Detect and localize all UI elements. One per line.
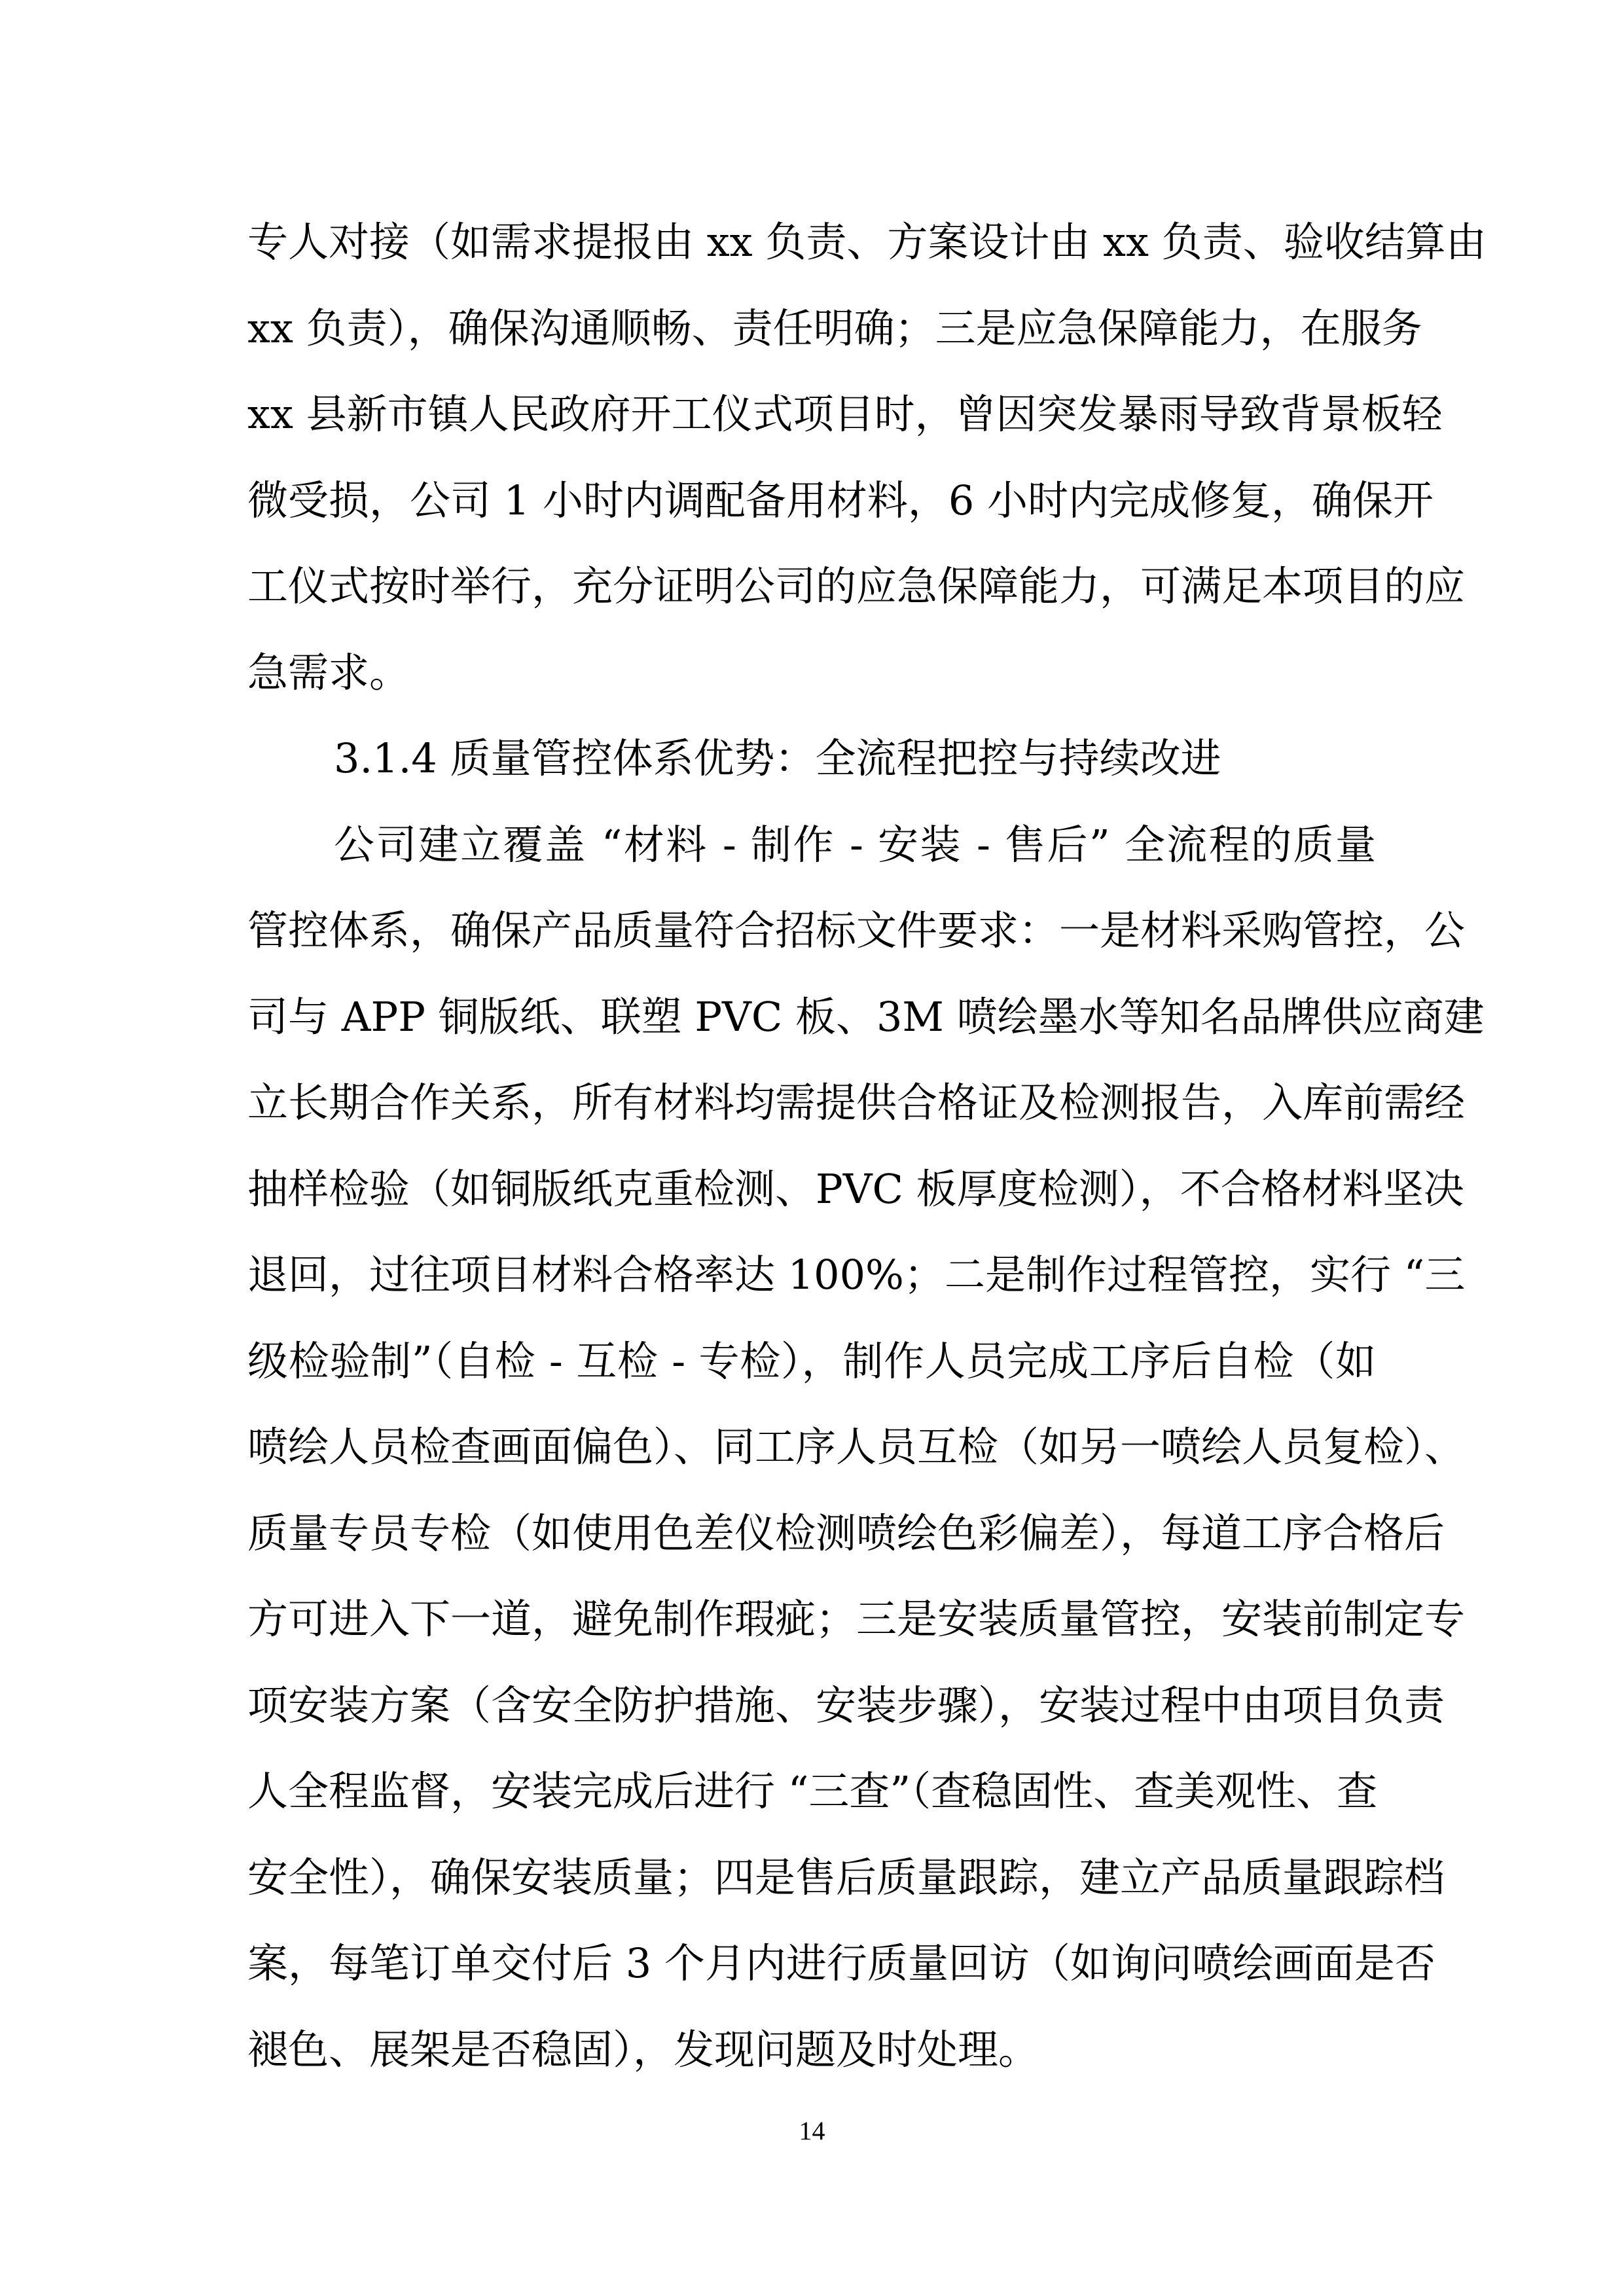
text-line: 工仪式按时举行，充分证明公司的应急保障能力，可满足本项目的应	[247, 562, 1466, 610]
text-line: 项安装方案（含安全防护措施、安装步骤），安装过程中由项目负责	[247, 1681, 1445, 1729]
text-line: 管控体系，确保产品质量符合招标文件要求：一是材料采购管控，公	[247, 906, 1466, 954]
text-line: 公司建立覆盖 “材料 - 制作 - 安装 - 售后” 全流程的质量	[334, 820, 1376, 869]
text-line: 质量专员专检（如使用色差仪检测喷绘色彩偏差），每道工序合格后	[247, 1509, 1445, 1557]
text-line: 喷绘人员检查画面偏色）、同工序人员互检（如另一喷绘人员复检）、	[247, 1423, 1466, 1471]
paragraph-quality-control	[247, 811, 1485, 2102]
text-line: xx 县新市镇人民政府开工仪式项目时，曾因突发暴雨导致背景板轻	[247, 390, 1443, 438]
text-line: 微受损，公司 1 小时内调配备用材料，6 小时内完成修复，确保开	[247, 476, 1434, 524]
text-line: 案，每笔订单交付后 3 个月内进行质量回访（如询问喷绘画面是否	[247, 1939, 1435, 1987]
section-heading	[247, 725, 1376, 811]
text-line: 急需求。	[247, 648, 410, 696]
text-line: 司与 APP 铜版纸、联塑 PVC 板、3M 喷绘墨水等知名品牌供应商建	[247, 992, 1485, 1041]
text-line: 人全程监督，安装完成后进行 “三查”（查稳固性、查美观性、查	[247, 1767, 1378, 1815]
text-line: 退回，过往项目材料合格率达 100%；二是制作过程管控，实行 “三	[247, 1251, 1466, 1299]
text-line: 安全性），确保安装质量；四是售后质量跟踪，建立产品质量跟踪档	[247, 1853, 1445, 1901]
page-number: 14	[799, 2116, 825, 2145]
text-line: 褪色、展架是否稳固），发现问题及时处理。	[247, 2025, 1039, 2073]
text-line: 立长期合作关系，所有材料均需提供合格证及检测报告，入库前需经	[247, 1079, 1466, 1126]
text-line: xx 负责），确保沟通顺畅、责任明确；三是应急保障能力，在服务	[247, 304, 1422, 352]
text-line: 级检验制”（自检 - 互检 - 专检），制作人员完成工序后自检（如	[247, 1336, 1376, 1385]
text-line: 方可进入下一道，避免制作瑕疵；三是安装质量管控，安装前制定专	[247, 1595, 1466, 1643]
paragraph-continuation	[247, 208, 1487, 725]
heading-text: 3.1.4 质量管控体系优势：全流程把控与持续改进	[334, 734, 1221, 782]
text-line: 抽样检验（如铜版纸克重检测、PVC 板厚度检测），不合格材料坚决	[247, 1164, 1464, 1213]
text-line: 专人对接（如需求提报由 xx 负责、方案设计由 xx 负责、验收结算由	[247, 218, 1487, 266]
body-text	[247, 208, 1487, 2102]
